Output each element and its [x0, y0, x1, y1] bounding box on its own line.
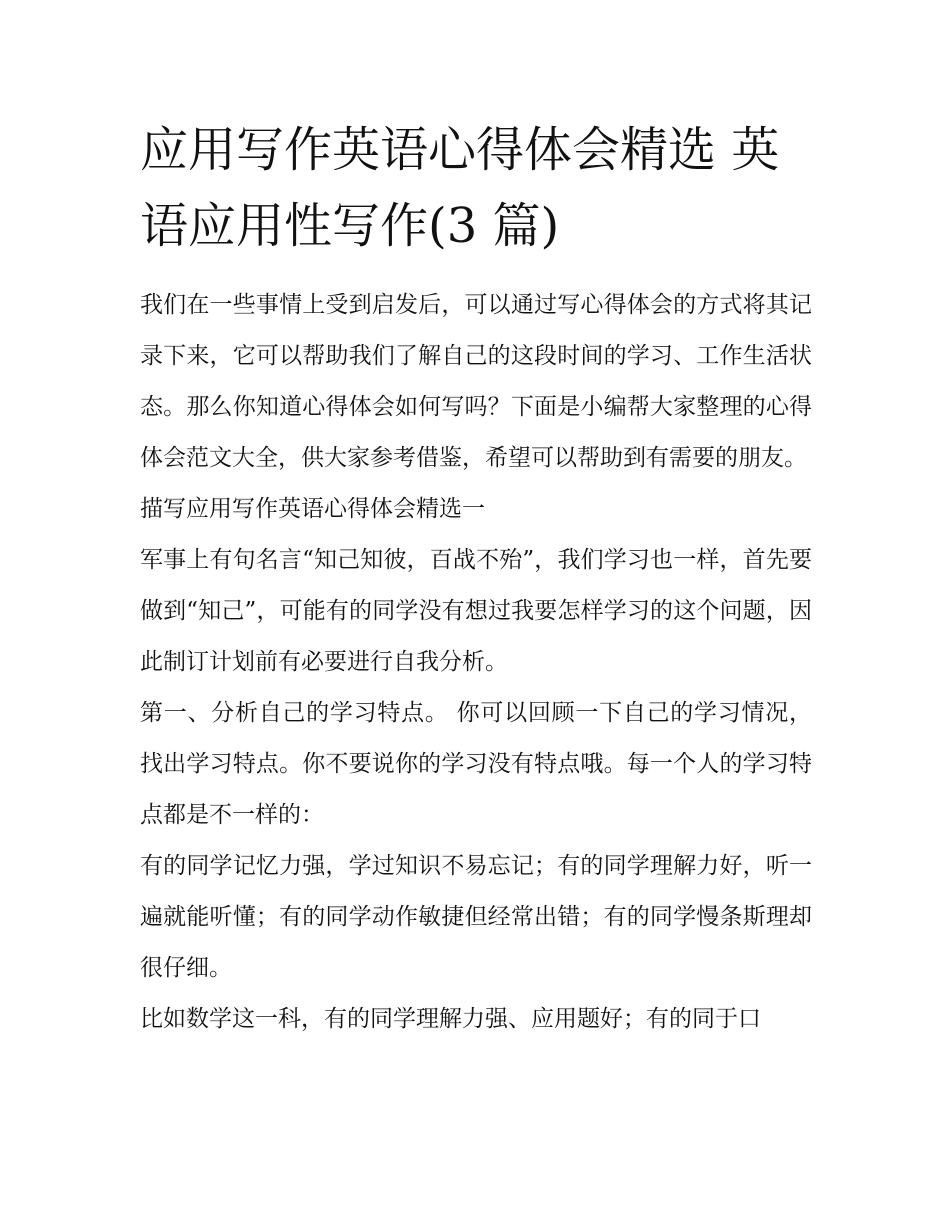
section-heading: 描写应用写作英语心得体会精选一 [140, 496, 485, 522]
paragraph: 第一、分析自己的学习特点。 你可以回顾一下自己的学习情况，找出学习特点。你不要说你的学习没有特点哦。每一个人的学习特点都是不一样的： [140, 700, 812, 828]
paragraph: 比如数学这一科，有的同学理解力强、应用题好；有的同于口 [140, 1006, 761, 1032]
paragraph: 军事上有句名言“知己知彼，百战不殆”，我们学习也一样，首先要做到“知己”，可能有的同学没有想过我要怎样学习的这个问题，因此制订计划前有必要进行自我分析。 [140, 547, 812, 675]
paragraph: 有的同学记忆力强，学过知识不易忘记；有的同学理解力好，听一遍就能听懂；有的同学动作敏捷但经常出错；有的同学慢条斯理却很仔细。 [140, 853, 812, 981]
paragraph-intro: 我们在一些事情上受到启发后，可以通过写心得体会的方式将其记录下来，它可以帮助我们了解自己的这段时间的学习、工作生活状态。那么你知道心得体会如何写吗？下面是小编帮大家整理的心得体会范文大全，供大家参考借鉴，希望可以帮助到有需要的朋友。 [140, 292, 812, 471]
page-title: 应用写作英语心得体会精选 英语应用性写作(3 篇) [140, 122, 780, 254]
document-body [140, 112, 812, 1045]
